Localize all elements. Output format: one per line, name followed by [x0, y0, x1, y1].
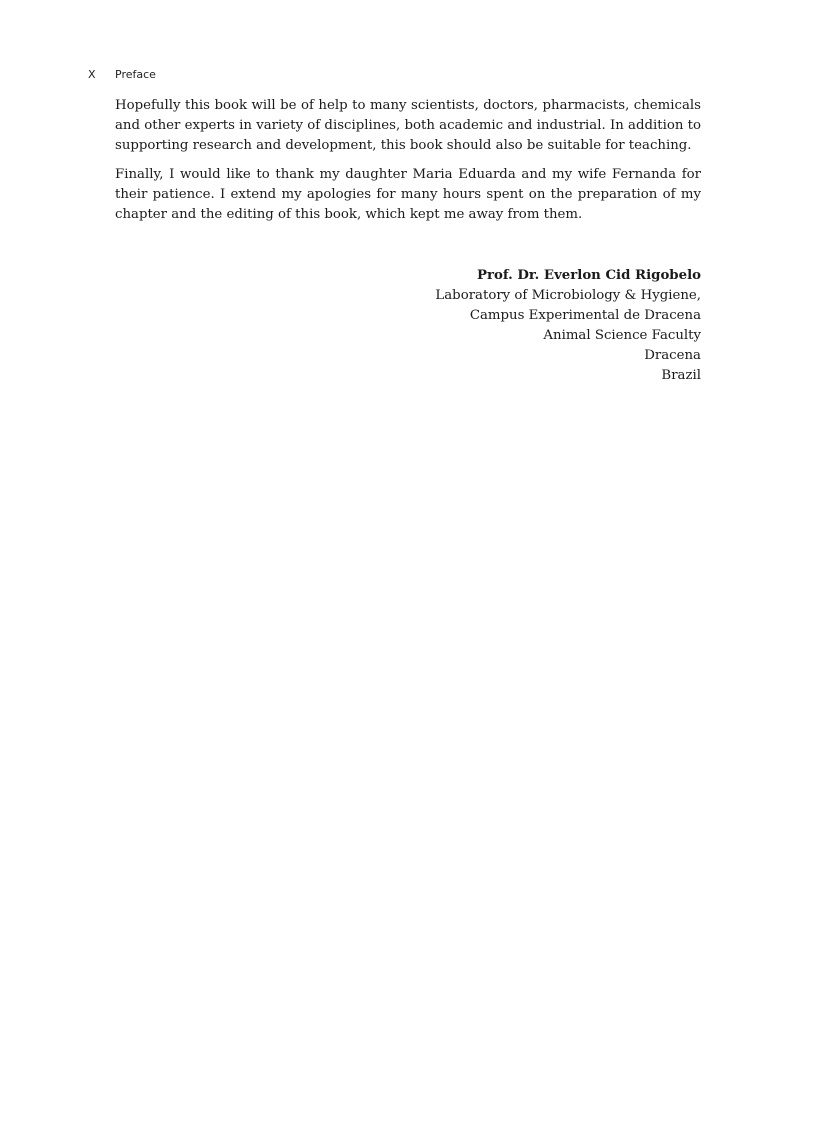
body-paragraph-1: Hopefully this book will be of help to many scientists, doctors, pharmacists, chemicals and other experts in variety of disciplines, both academic and industrial. In addition to supporting research and development, this book should also be suitable for teaching. — [115, 98, 701, 153]
affiliation-country: Brazil — [661, 368, 701, 383]
preface-body — [115, 96, 701, 234]
signature-block — [281, 266, 701, 386]
affiliation-faculty: Animal Science Faculty — [543, 328, 701, 343]
affiliation-laboratory: Laboratory of Microbiology & Hygiene, — [435, 288, 701, 303]
running-header-title: Preface — [115, 68, 156, 81]
running-header — [88, 68, 156, 82]
author-name: Prof. Dr. Everlon Cid Rigobelo — [476, 268, 701, 283]
page-number: X — [88, 68, 96, 81]
body-paragraph-2: Finally, I would like to thank my daughter Maria Eduarda and my wife Fernanda for their patience. I extend my apologies for many hours spent on the preparation of my chapter and the editing of this book, which kept me away from them. — [115, 167, 701, 222]
affiliation-campus: Campus Experimental de Dracena — [469, 308, 701, 323]
affiliation-city: Dracena — [644, 348, 701, 363]
